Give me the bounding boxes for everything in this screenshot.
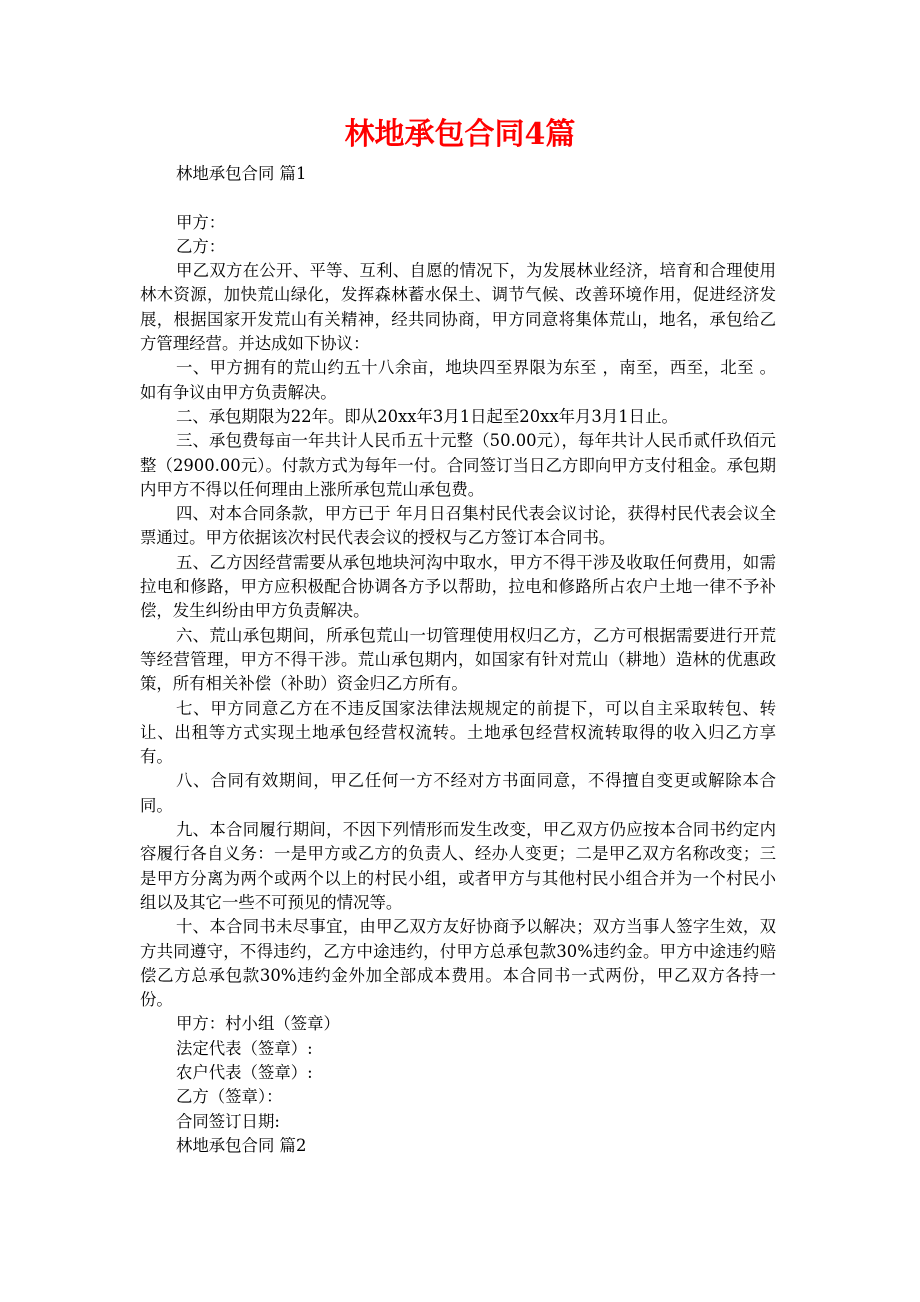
party-a-label: 甲方： xyxy=(176,212,226,232)
clause-1: 一、甲方拥有的荒山约五十八余亩，地块四至界限为东至 ，南至，西至，北至 。如有争议由甲方负责解决。 xyxy=(140,358,776,402)
signature-party-b: 乙方（签章）： xyxy=(176,1087,283,1107)
blank-line xyxy=(140,186,776,210)
clause-7: 七、甲方同意乙方在不违反国家法律法规规定的前提下，可以自主采取转包、转让、出租等方式实现土地承包经营权流转。土地承包经营权流转取得的收入归乙方享有。 xyxy=(140,698,776,767)
signature-legal-rep: 法定代表（签章）: xyxy=(176,1038,313,1058)
document-title: 林地承包合同4篇 xyxy=(344,117,576,152)
clause-4: 四、对本合同条款，甲方已于 年月日召集村民代表会议讨论，获得村民代表会议全票通过。甲方依据该次村民代表会议的授权与乙方签订本合同书。 xyxy=(140,504,776,548)
clause-6: 六、荒山承包期间，所承包荒山一切管理使用权归乙方，乙方可根据需要进行开荒等经营管理，甲方不得干涉。荒山承包期内，如国家有针对荒山（耕地）造林的优惠政策，所有相关补偿（补助）资金归乙方所有。 xyxy=(140,625,776,694)
section-heading-2: 林地承包合同 篇2 xyxy=(176,1135,307,1155)
signature-party-a: 甲方：村小组（签章） xyxy=(176,1014,340,1034)
section-heading-1: 林地承包合同 篇1 xyxy=(176,164,307,183)
clause-8: 八、合同有效期间，甲乙任何一方不经对方书面同意，不得擅自变更或解除本合同。 xyxy=(140,771,776,815)
clause-3: 三、承包费每亩一年共计人民币五十元整（50.00元），每年共计人民币贰仟玖佰元整（2900.00元）。付款方式为每年一付。合同签订当日乙方即向甲方支付租金。承包期内甲方不得以任何理由上涨所承包荒山承包费。 xyxy=(140,431,776,499)
clause-2: 二、承包期限为22年。即从20xx年3月1日起至20xx年月3月1日止。 xyxy=(176,406,678,426)
clause-9: 九、本合同履行期间，不因下列情形而发生改变，甲乙双方仍应按本合同书约定内容履行各自义务：一是甲方或乙方的负责人、经办人变更；二是甲乙双方名称改变；三是甲方分离为两个或两个以上的村民小组，或者甲方与其他村民小组合并为一个村民小组以及其它一些不可预见的情况等。 xyxy=(140,820,776,912)
party-b-label: 乙方： xyxy=(176,236,226,256)
signature-farmer-rep: 农户代表（签章）: xyxy=(176,1062,313,1082)
intro-paragraph: 甲乙双方在公开、平等、互利、自愿的情况下，为发展林业经济，培育和合理使用林木资源，加快荒山绿化，发挥森林蓄水保土、调节气候、改善环境作用，促进经济发展，根据国家开发荒山有关精神，经共同协商，甲方同意将集体荒山，地名，承包给乙方管理经营。并达成如下协议： xyxy=(140,261,776,354)
signing-date: 合同签订日期: xyxy=(176,1111,280,1131)
clause-5: 五、乙方因经营需要从承包地块河沟中取水，甲方不得干涉及收取任何费用，如需拉电和修路，甲方应积极配合协调各方予以帮助，拉电和修路所占农户土地一律不予补偿，发生纠纷由甲方负责解决。 xyxy=(140,552,776,621)
clause-10: 十、本合同书未尽事宜，由甲乙双方友好协商予以解决；双方当事人签字生效，双方共同遵守，不得违约，乙方中途违约，付甲方总承包款30%违约金。甲方中途违约赔偿乙方总承包款30%违约金外加全部成本费用。本合同书一式两份，甲乙双方各持一份。 xyxy=(140,917,776,1010)
document-page xyxy=(140,112,776,1158)
